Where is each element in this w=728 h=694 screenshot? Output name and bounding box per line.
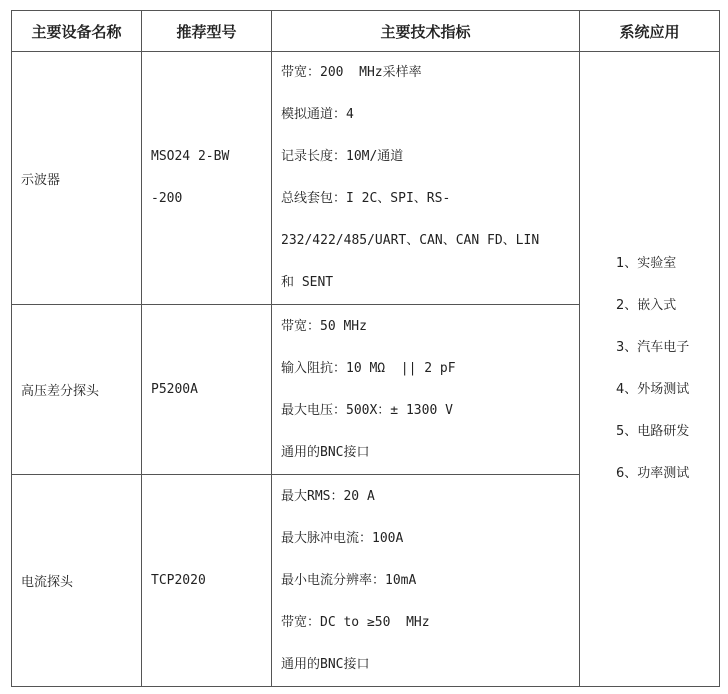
spec-line: 通用的BNC接口 [281, 656, 370, 672]
application-item: 6、功率测试 [616, 466, 690, 481]
applications-cell [580, 52, 720, 687]
application-item: 5、电路研发 [616, 424, 690, 439]
header-row [12, 11, 720, 52]
spec-line: 带宽：200 MHz采样率 [281, 65, 422, 80]
spec-line: 232/422/485/UART、CAN、CAN FD、LIN [281, 233, 540, 248]
spec-line: 最大RMS：20 A [281, 488, 375, 504]
header-system-application: 系统应用 [580, 11, 720, 52]
specs-cell [272, 475, 580, 687]
spec-line: 输入阻抗：10 MΩ || 2 pF [281, 360, 456, 376]
spec-line: 总线套包：I 2C、SPI、RS- [281, 191, 451, 206]
equipment-name-cell: 高压差分探头 [12, 305, 142, 475]
equipment-table-container [11, 10, 719, 686]
header-equipment-name: 主要设备名称 [12, 11, 142, 52]
application-item: 3、汽车电子 [616, 340, 690, 355]
specs-cell [272, 52, 580, 305]
spec-line: 和 SENT [281, 275, 334, 290]
spec-line: 最大电压：500X：± 1300 V [281, 402, 453, 418]
spec-line: 记录长度：10M/通道 [281, 149, 404, 164]
model-text: MSO24 2-BW-200 [151, 149, 230, 206]
model-cell [142, 52, 272, 305]
spec-line: 最小电流分辨率：10mA [281, 572, 417, 588]
equipment-table [11, 10, 720, 687]
equipment-name-cell: 电流探头 [12, 475, 142, 687]
table-row [12, 52, 720, 305]
application-item: 4、外场测试 [616, 382, 690, 397]
application-item: 1、实验室 [616, 256, 677, 271]
spec-line: 模拟通道：4 [281, 107, 354, 122]
spec-line: 带宽：50 MHz [281, 318, 367, 334]
equipment-name-cell: 示波器 [12, 52, 142, 305]
application-item: 2、嵌入式 [616, 298, 677, 313]
spec-line: 通用的BNC接口 [281, 444, 370, 460]
spec-line: 带宽：DC to ≥50 MHz [281, 614, 430, 630]
spec-line: 最大脉冲电流：100A [281, 530, 404, 546]
header-recommended-model: 推荐型号 [142, 11, 272, 52]
model-cell: P5200A [142, 305, 272, 475]
specs-cell [272, 305, 580, 475]
header-main-specs: 主要技术指标 [272, 11, 580, 52]
model-cell: TCP2020 [142, 475, 272, 687]
